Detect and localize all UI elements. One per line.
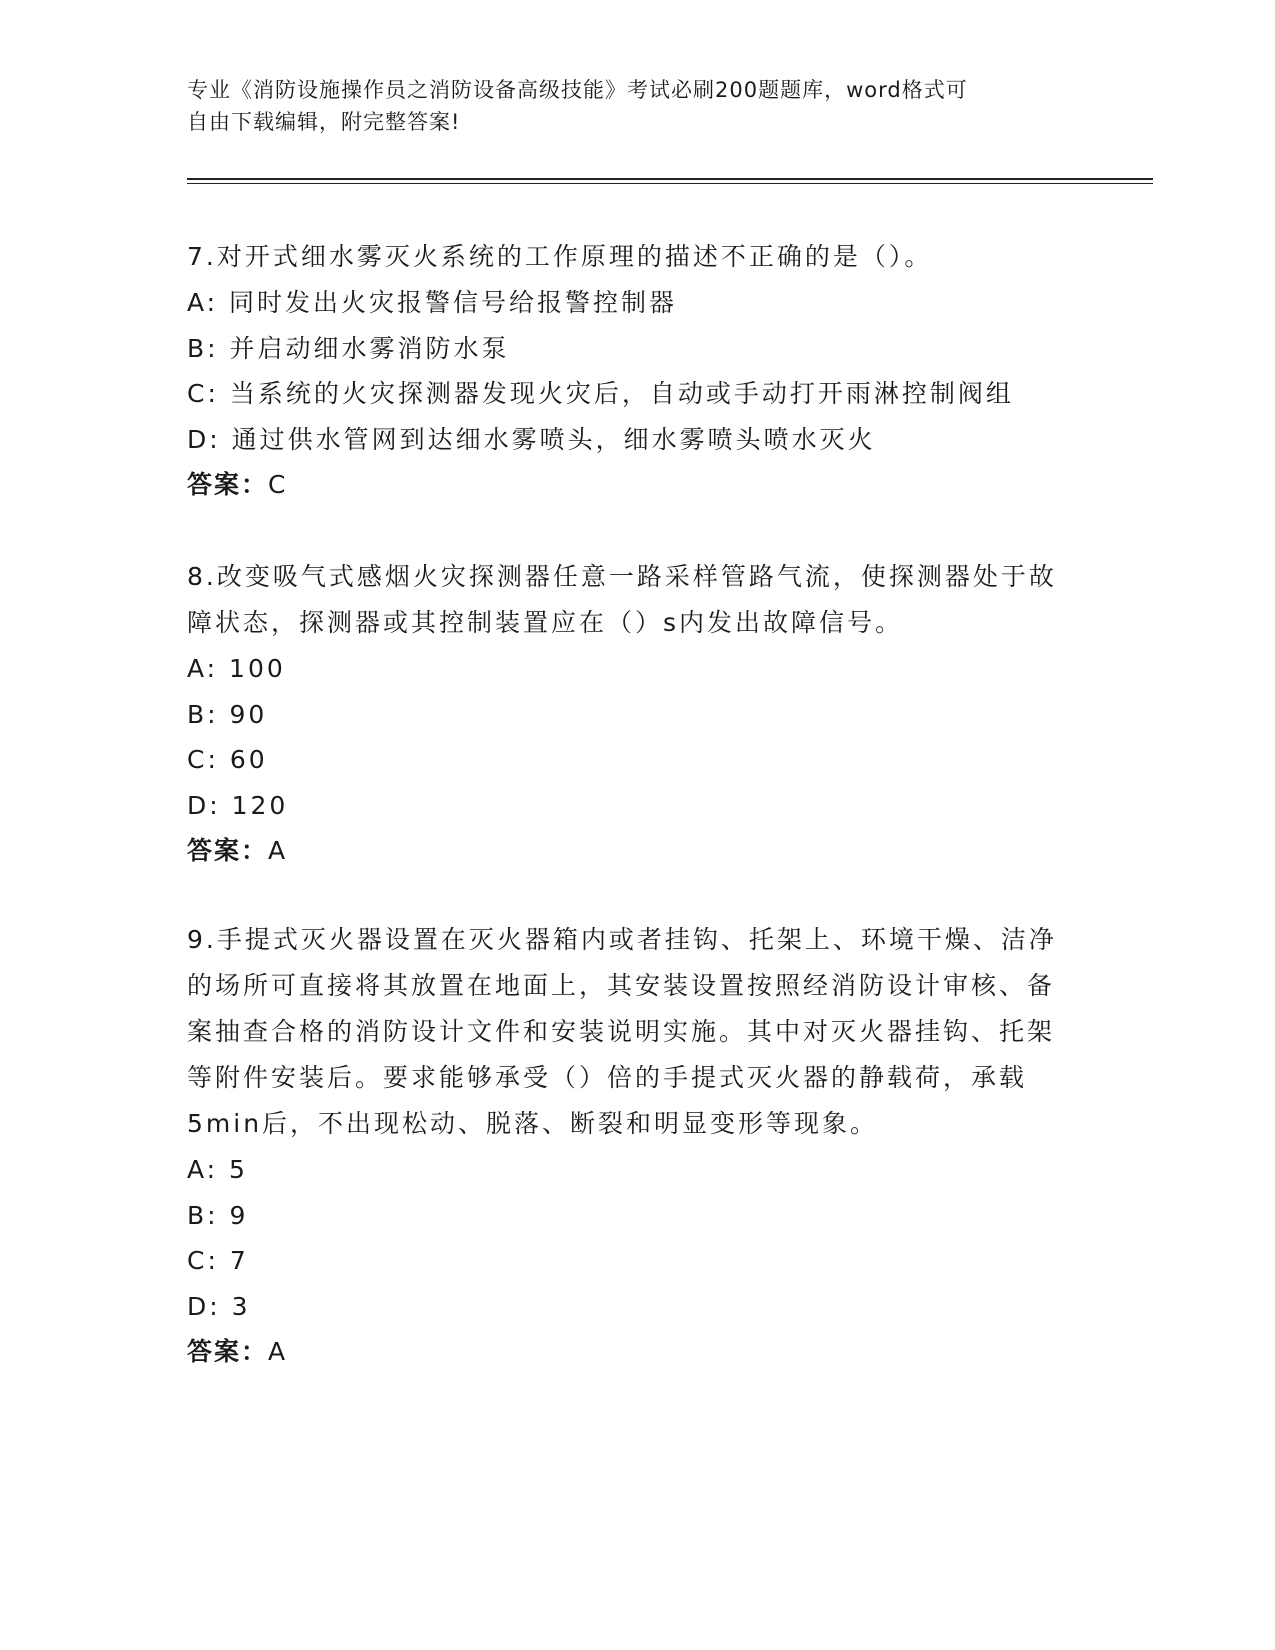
- option-c: C: 当系统的火灾探测器发现火灾后，自动或手动打开雨淋控制阀组: [187, 379, 1014, 408]
- answer: [187, 462, 1067, 508]
- option-d: D: 3: [187, 1291, 251, 1321]
- option-d: D: 通过供水管网到达细水雾喷头，细水雾喷头喷水灭火: [187, 424, 876, 454]
- answer: [187, 828, 1067, 874]
- header-line-2: 自由下载编辑，附完整答案!: [187, 110, 461, 134]
- header-divider-thin: [187, 183, 1153, 184]
- question-9: [187, 917, 1067, 1375]
- answer: [187, 1329, 1067, 1375]
- answer-label: 答案：: [187, 1337, 269, 1366]
- answer-value: A: [268, 836, 288, 865]
- question-8: [187, 554, 1067, 874]
- option-c: C: 60: [187, 745, 268, 774]
- answer-label: 答案：: [187, 470, 269, 499]
- header-line-1: 专业《消防设施操作员之消防设备高级技能》考试必刷200题题库，word格式可: [187, 78, 968, 102]
- option-a: A: 100: [187, 654, 286, 683]
- header-divider-thick: [187, 178, 1153, 180]
- question-stem: 9.手提式灭火器设置在灭火器箱内或者挂钩、托架上、环境干燥、洁净的场所可直接将其放置在地面上，其安装设置按照经消防设计审核、备案抽查合格的消防设计文件和安装说明实施。其中对灭火器挂钩、托架等附件安装后。要求能够承受（）倍的手提式灭火器的静载荷，承载5min后，不出现松动、脱落、断裂和明显变形等现象。: [187, 925, 1057, 1138]
- option-d: D: 120: [187, 790, 289, 820]
- question-stem: 7.对开式细水雾灭火系统的工作原理的描述不正确的是（）。: [187, 242, 933, 271]
- answer-value: C: [268, 470, 288, 499]
- question-stem: 8.改变吸气式感烟火灾探测器任意一路采样管路气流，使探测器处于故障状态，探测器或其控制装置应在（）s内发出故障信号。: [187, 562, 1057, 637]
- option-c: C: 7: [187, 1246, 249, 1275]
- option-b: B: 9: [187, 1200, 249, 1230]
- document-header: [187, 74, 1087, 138]
- option-b: B: 并启动细水雾消防水泵: [187, 333, 510, 363]
- option-b: B: 90: [187, 699, 268, 729]
- answer-label: 答案：: [187, 836, 269, 865]
- option-a: A: 同时发出火灾报警信号给报警控制器: [187, 288, 678, 317]
- question-7: [187, 234, 1067, 508]
- option-a: A: 5: [187, 1155, 248, 1184]
- answer-value: A: [268, 1337, 288, 1366]
